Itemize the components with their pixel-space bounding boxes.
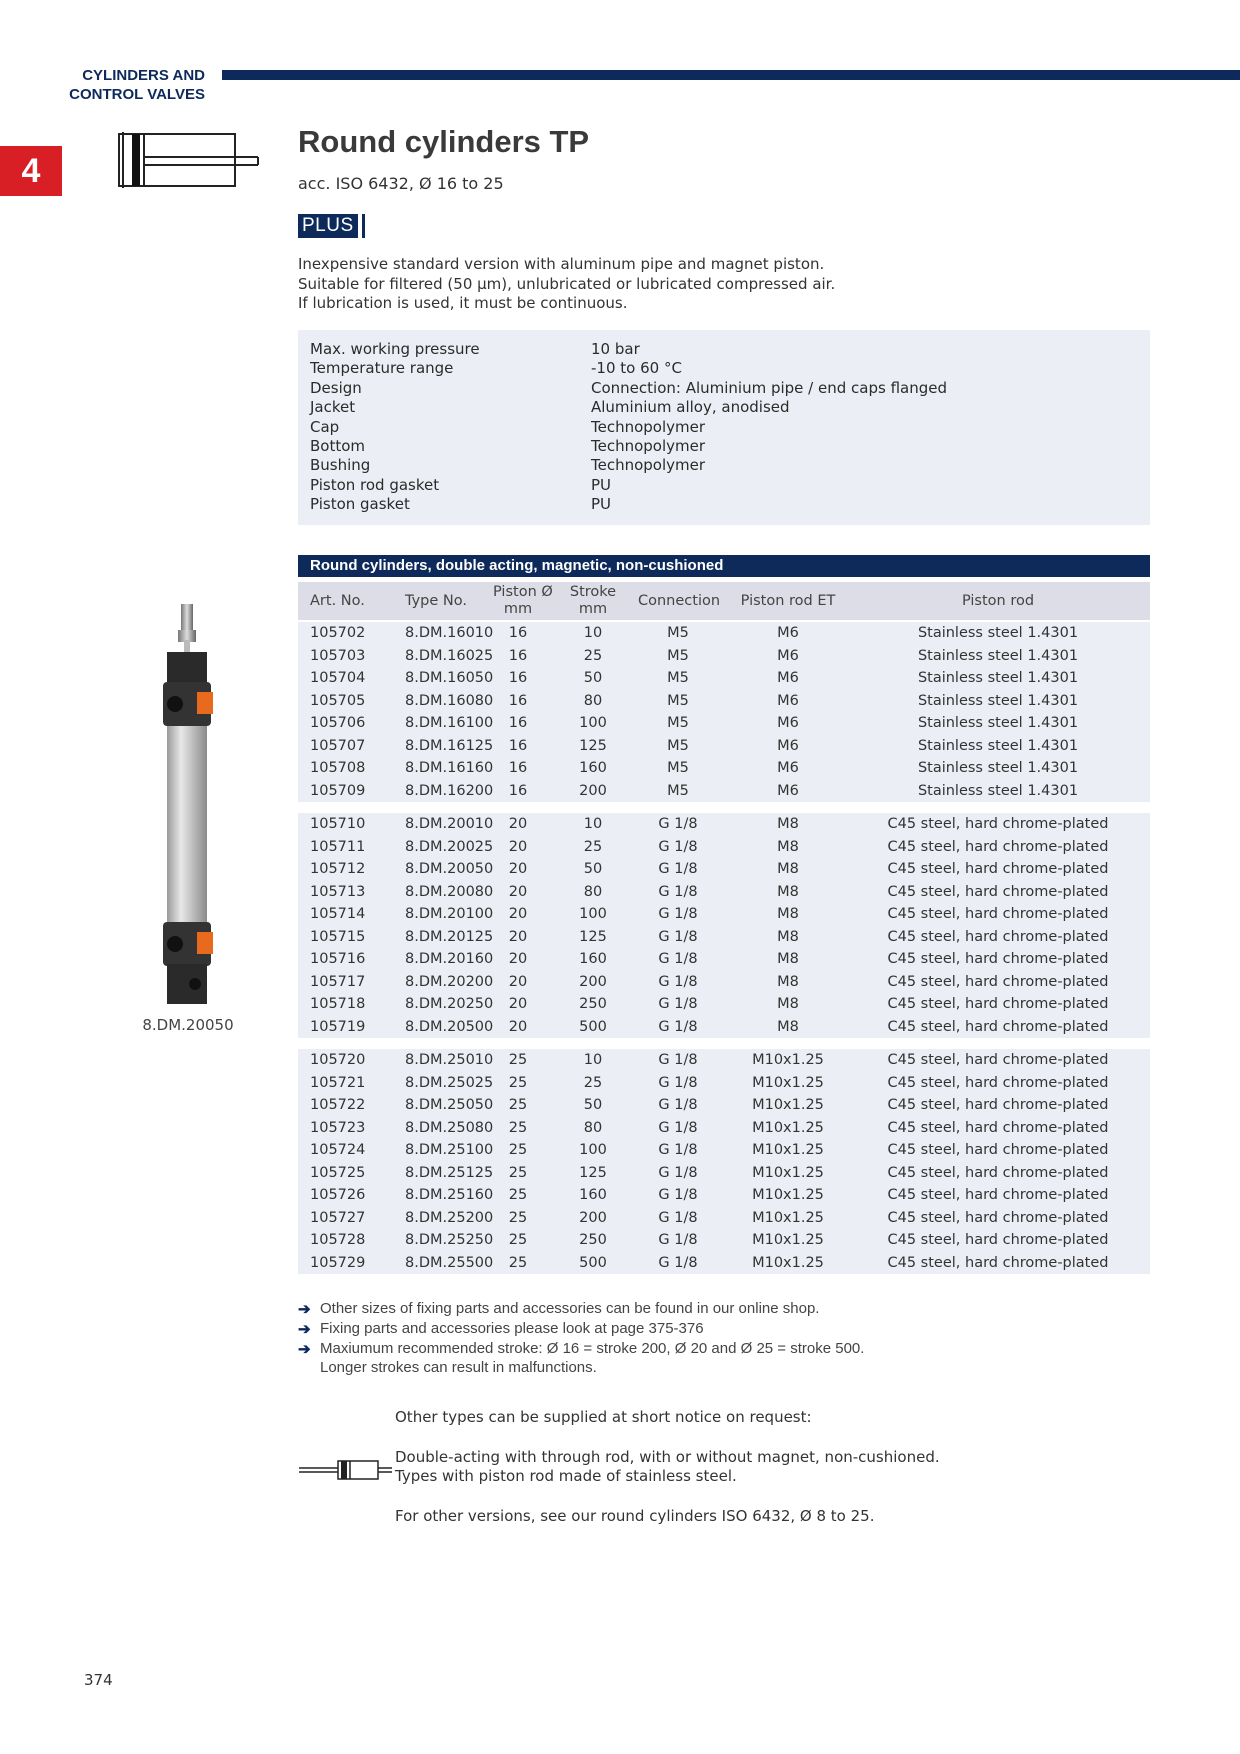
piston-rod-et-cell: M10x1.25 [752, 1052, 824, 1068]
art-no-cell: 105707 [310, 737, 366, 754]
piston-diameter-cell: 16 [508, 670, 528, 686]
piston-diameter-cell: 25 [508, 1164, 528, 1181]
through-rod-line-1: Double-acting with through rod, with or without magnet, non-cushioned. [395, 1448, 940, 1466]
table-row [298, 1072, 1150, 1095]
connection-cell: G 1/8 [658, 1074, 698, 1091]
art-no-cell: 105728 [310, 1232, 366, 1248]
spec-value: 10 bar [591, 340, 640, 358]
table-row [298, 881, 1150, 904]
connection-cell: M5 [667, 692, 689, 709]
type-no-cell: 8.DM.25160 [405, 1187, 494, 1203]
piston-diameter-cell: 16 [508, 715, 528, 731]
connection-cell: G 1/8 [658, 838, 698, 855]
table-row [298, 836, 1150, 859]
piston-rod-cell: C45 steel, hard chrome-plated [887, 1187, 1109, 1203]
through-rod-line-2: Types with piston rod made of stainless steel. [395, 1467, 737, 1485]
stroke-cell: 125 [579, 928, 607, 945]
piston-rod-cell: C45 steel, hard chrome-plated [887, 906, 1109, 922]
plus-badge-label: PLUS [298, 214, 358, 238]
spec-key: Design [310, 378, 362, 397]
piston-rod-et-cell: M8 [777, 861, 799, 877]
note-text: Longer strokes can result in malfunctions. [320, 1359, 597, 1376]
stroke-cell: 100 [579, 906, 607, 922]
art-no-cell: 105710 [310, 816, 366, 832]
spec-value: -10 to 60 °C [591, 359, 682, 378]
table-row [298, 712, 1150, 735]
piston-rod-et-cell: M6 [777, 760, 799, 776]
type-no-cell: 8.DM.25500 [405, 1254, 494, 1271]
category-line-1: CYLINDERS AND [82, 67, 205, 84]
table-row [298, 1049, 1150, 1072]
piston-rod-cell: C45 steel, hard chrome-plated [887, 1209, 1109, 1226]
table-row [298, 1184, 1150, 1207]
stroke-cell: 200 [579, 782, 607, 799]
art-no-cell: 105713 [310, 883, 366, 900]
table-row [298, 1162, 1150, 1185]
header-stroke-l2: mm [578, 601, 608, 617]
arrow-right-icon: ➔ [298, 1301, 311, 1318]
art-no-cell: 105720 [310, 1052, 366, 1068]
spec-value: PU [591, 495, 612, 514]
table-row [298, 813, 1150, 836]
table-row [298, 1139, 1150, 1162]
stroke-cell: 100 [579, 715, 607, 731]
header-type-no: Type No. [405, 593, 467, 609]
piston-rod-cell: C45 steel, hard chrome-plated [887, 996, 1109, 1012]
category-label [60, 66, 205, 104]
table-row [298, 948, 1150, 971]
piston-rod-cell: C45 steel, hard chrome-plated [887, 1097, 1109, 1113]
art-no-cell: 105711 [310, 838, 366, 855]
piston-rod-cell: C45 steel, hard chrome-plated [887, 861, 1109, 877]
connection-cell: G 1/8 [658, 1097, 698, 1113]
table-row [298, 971, 1150, 994]
art-no-cell: 105724 [310, 1142, 366, 1158]
page-subtitle: acc. ISO 6432, Ø 16 to 25 [298, 174, 504, 193]
connection-cell: G 1/8 [658, 996, 698, 1012]
piston-rod-et-cell: M6 [777, 737, 799, 754]
spec-key: Piston gasket [310, 495, 410, 514]
art-no-cell: 105717 [310, 973, 366, 990]
intro-line: Inexpensive standard version with aluminum pipe and magnet piston. [298, 255, 825, 273]
stroke-cell: 160 [579, 760, 607, 776]
piston-rod-et-cell: M10x1.25 [752, 1142, 824, 1158]
piston-rod-cell: C45 steel, hard chrome-plated [887, 1232, 1109, 1248]
piston-rod-et-cell: M8 [777, 883, 799, 900]
piston-rod-et-cell: M8 [777, 973, 799, 990]
piston-rod-cell: C45 steel, hard chrome-plated [887, 973, 1109, 990]
piston-rod-cell: Stainless steel 1.4301 [917, 692, 1079, 709]
stroke-cell: 10 [583, 625, 603, 641]
art-no-cell: 105715 [310, 928, 366, 945]
piston-diameter-cell: 25 [508, 1232, 528, 1248]
chapter-tab: 4 [0, 146, 62, 196]
piston-diameter-cell: 20 [508, 1018, 528, 1035]
piston-diameter-cell: 16 [508, 647, 528, 664]
header-bar [222, 70, 1240, 80]
plus-badge-mark [362, 214, 365, 238]
stroke-cell: 200 [579, 1209, 607, 1226]
stroke-cell: 80 [583, 692, 603, 709]
piston-rod-et-cell: M10x1.25 [752, 1074, 824, 1091]
table-row [298, 780, 1150, 803]
art-no-cell: 105714 [310, 906, 366, 922]
stroke-cell: 25 [583, 838, 603, 855]
art-no-cell: 105722 [310, 1097, 366, 1113]
connection-cell: M5 [667, 715, 689, 731]
piston-rod-et-cell: M8 [777, 838, 799, 855]
connection-cell: G 1/8 [658, 883, 698, 900]
piston-rod-et-cell: M8 [777, 1018, 799, 1035]
header-piston-l1: Piston Ø [493, 584, 553, 600]
table-row [298, 622, 1150, 645]
table-row [298, 667, 1150, 690]
art-no-cell: 105718 [310, 996, 366, 1012]
piston-rod-et-cell: M10x1.25 [752, 1209, 824, 1226]
table-title: Round cylinders, double acting, magnetic, non-cushioned [298, 555, 1150, 577]
art-no-cell: 105708 [310, 760, 366, 776]
stroke-cell: 10 [583, 816, 603, 832]
spec-key: Max. working pressure [310, 340, 480, 358]
stroke-cell: 100 [579, 1142, 607, 1158]
piston-diameter-cell: 25 [508, 1052, 528, 1068]
note-text: Fixing parts and accessories please look at page 375-376 [320, 1320, 704, 1337]
type-no-cell: 8.DM.20050 [405, 861, 494, 877]
category-line-2: CONTROL VALVES [69, 86, 205, 103]
stroke-cell: 500 [579, 1254, 607, 1271]
stroke-cell: 125 [579, 1164, 607, 1181]
table-row [298, 993, 1150, 1016]
piston-diameter-cell: 20 [508, 906, 528, 922]
connection-cell: G 1/8 [658, 1187, 698, 1203]
spec-key: Cap [310, 417, 340, 436]
other-versions-note: For other versions, see our round cylinders ISO 6432, Ø 8 to 25. [395, 1507, 875, 1525]
connection-cell: G 1/8 [658, 1018, 698, 1035]
connection-cell: G 1/8 [658, 1052, 698, 1068]
piston-rod-cell: C45 steel, hard chrome-plated [887, 951, 1109, 967]
table-row [298, 690, 1150, 713]
piston-diameter-cell: 25 [508, 1187, 528, 1203]
spec-value: Technopolymer [591, 456, 706, 475]
piston-rod-cell: C45 steel, hard chrome-plated [887, 883, 1109, 900]
connection-cell: G 1/8 [658, 816, 698, 832]
art-no-cell: 105719 [310, 1018, 366, 1035]
table-row [298, 1016, 1150, 1039]
table-header [298, 582, 1150, 620]
connection-cell: G 1/8 [658, 906, 698, 922]
spec-value: PU [591, 475, 612, 494]
stroke-cell: 160 [579, 1187, 607, 1203]
piston-rod-et-cell: M8 [777, 996, 799, 1012]
type-no-cell: 8.DM.20160 [405, 951, 494, 967]
piston-rod-cell: C45 steel, hard chrome-plated [887, 1074, 1109, 1091]
spec-value: Technopolymer [591, 417, 706, 436]
piston-diameter-cell: 25 [508, 1142, 528, 1158]
piston-rod-et-cell: M10x1.25 [752, 1187, 824, 1203]
header-piston-rod-et: Piston rod ET [740, 593, 836, 609]
art-no-cell: 105716 [310, 951, 366, 967]
piston-rod-cell: Stainless steel 1.4301 [917, 760, 1079, 776]
piston-rod-et-cell: M6 [777, 647, 799, 664]
piston-rod-cell: C45 steel, hard chrome-plated [887, 928, 1109, 945]
piston-rod-et-cell: M8 [777, 816, 799, 832]
table-row [298, 1252, 1150, 1275]
connection-cell: G 1/8 [658, 1254, 698, 1271]
table-row [298, 1117, 1150, 1140]
piston-rod-et-cell: M6 [777, 670, 799, 686]
type-no-cell: 8.DM.20025 [405, 838, 494, 855]
connection-cell: G 1/8 [658, 1209, 698, 1226]
art-no-cell: 105702 [310, 625, 366, 641]
header-art-no: Art. No. [310, 593, 365, 609]
type-no-cell: 8.DM.25125 [405, 1164, 494, 1181]
header-piston-l2: mm [503, 601, 533, 617]
art-no-cell: 105721 [310, 1074, 366, 1091]
type-no-cell: 8.DM.25100 [405, 1142, 494, 1158]
piston-diameter-cell: 20 [508, 816, 528, 832]
piston-rod-et-cell: M8 [777, 928, 799, 945]
connection-cell: G 1/8 [658, 861, 698, 877]
pneumatic-cylinder-photo-icon [147, 600, 227, 1012]
piston-diameter-cell: 25 [508, 1209, 528, 1226]
spec-key: Bottom [310, 437, 366, 455]
piston-rod-et-cell: M8 [777, 951, 799, 967]
connection-cell: G 1/8 [658, 1142, 698, 1158]
stroke-cell: 160 [579, 951, 607, 967]
page-title: Round cylinders TP [298, 124, 590, 159]
piston-diameter-cell: 25 [508, 1254, 528, 1271]
spec-value: Technopolymer [591, 437, 706, 455]
type-no-cell: 8.DM.25050 [405, 1097, 494, 1113]
stroke-cell: 50 [583, 861, 603, 877]
stroke-cell: 200 [579, 973, 607, 990]
piston-diameter-cell: 16 [508, 625, 528, 641]
stroke-cell: 25 [583, 647, 603, 664]
table-row [298, 1207, 1150, 1230]
stroke-cell: 250 [579, 996, 607, 1012]
spec-key: Bushing [310, 456, 371, 475]
table-row [298, 926, 1150, 949]
piston-rod-cell: C45 steel, hard chrome-plated [887, 1018, 1109, 1035]
art-no-cell: 105712 [310, 861, 366, 877]
header-stroke-l1: Stroke [569, 584, 617, 600]
type-no-cell: 8.DM.20010 [405, 816, 494, 832]
type-no-cell: 8.DM.16125 [405, 737, 494, 754]
connection-cell: M5 [667, 625, 689, 641]
type-no-cell: 8.DM.16050 [405, 670, 494, 686]
connection-cell: M5 [667, 647, 689, 664]
table-row [298, 757, 1150, 780]
connection-cell: M5 [667, 737, 689, 754]
table-row [298, 1229, 1150, 1252]
piston-rod-cell: C45 steel, hard chrome-plated [887, 838, 1109, 855]
type-no-cell: 8.DM.25010 [405, 1052, 494, 1068]
spec-key: Temperature range [310, 359, 454, 378]
piston-rod-cell: C45 steel, hard chrome-plated [887, 1164, 1109, 1181]
piston-rod-cell: C45 steel, hard chrome-plated [887, 1052, 1109, 1068]
piston-rod-et-cell: M10x1.25 [752, 1164, 824, 1181]
piston-rod-cell: C45 steel, hard chrome-plated [887, 1142, 1109, 1158]
note-text: Other sizes of fixing parts and accessories can be found in our online shop. [320, 1300, 820, 1317]
piston-rod-et-cell: M10x1.25 [752, 1119, 824, 1136]
piston-rod-et-cell: M6 [777, 692, 799, 709]
connection-cell: G 1/8 [658, 951, 698, 967]
plus-badge [298, 214, 365, 238]
spec-box [298, 330, 1150, 525]
piston-diameter-cell: 16 [508, 782, 528, 799]
piston-diameter-cell: 16 [508, 760, 528, 776]
type-no-cell: 8.DM.20125 [405, 928, 494, 945]
arrow-right-icon: ➔ [298, 1341, 311, 1358]
piston-diameter-cell: 16 [508, 737, 528, 754]
stroke-cell: 25 [583, 1074, 603, 1091]
header-piston-diameter [493, 584, 553, 618]
piston-rod-cell: C45 steel, hard chrome-plated [887, 816, 1109, 832]
table-row [298, 735, 1150, 758]
art-no-cell: 105709 [310, 782, 366, 799]
piston-rod-et-cell: M6 [777, 625, 799, 641]
connection-cell: M5 [667, 670, 689, 686]
intro-text [298, 255, 835, 314]
piston-rod-cell: Stainless steel 1.4301 [917, 625, 1079, 641]
stroke-cell: 50 [583, 1097, 603, 1113]
art-no-cell: 105704 [310, 670, 366, 686]
other-types-heading: Other types can be supplied at short notice on request: [395, 1408, 812, 1426]
piston-diameter-cell: 25 [508, 1097, 528, 1113]
type-no-cell: 8.DM.25080 [405, 1119, 494, 1136]
art-no-cell: 105705 [310, 692, 366, 709]
type-no-cell: 8.DM.16080 [405, 692, 494, 709]
art-no-cell: 105729 [310, 1254, 366, 1271]
intro-line: Suitable for filtered (50 µm), unlubricated or lubricated compressed air. [298, 274, 836, 293]
piston-diameter-cell: 20 [508, 861, 528, 877]
piston-rod-et-cell: M10x1.25 [752, 1232, 824, 1248]
type-no-cell: 8.DM.20500 [405, 1018, 494, 1035]
spec-value: Aluminium alloy, anodised [591, 398, 790, 417]
piston-rod-et-cell: M10x1.25 [752, 1097, 824, 1113]
art-no-cell: 105726 [310, 1187, 366, 1203]
piston-rod-cell: Stainless steel 1.4301 [917, 670, 1079, 686]
arrow-right-icon: ➔ [298, 1321, 311, 1338]
art-no-cell: 105727 [310, 1209, 366, 1226]
piston-rod-cell: Stainless steel 1.4301 [917, 737, 1079, 754]
piston-diameter-cell: 20 [508, 996, 528, 1012]
spec-value: Connection: Aluminium pipe / end caps flanged [591, 378, 947, 397]
piston-rod-et-cell: M6 [777, 715, 799, 731]
piston-diameter-cell: 20 [508, 928, 528, 945]
stroke-cell: 50 [583, 670, 603, 686]
type-no-cell: 8.DM.16010 [405, 625, 494, 641]
through-rod-cylinder-icon [298, 1458, 393, 1482]
type-no-cell: 8.DM.25250 [405, 1232, 494, 1248]
piston-diameter-cell: 20 [508, 838, 528, 855]
cylinder-symbol-icon [118, 130, 260, 190]
header-connection: Connection [638, 593, 721, 609]
intro-line: If lubrication is used, it must be continuous. [298, 294, 628, 312]
type-no-cell: 8.DM.16025 [405, 647, 494, 664]
piston-diameter-cell: 20 [508, 883, 528, 900]
connection-cell: G 1/8 [658, 1164, 698, 1181]
type-no-cell: 8.DM.16200 [405, 782, 494, 799]
table-row [298, 1094, 1150, 1117]
header-stroke [568, 584, 618, 618]
type-no-cell: 8.DM.25025 [405, 1074, 494, 1091]
art-no-cell: 105706 [310, 715, 366, 731]
piston-rod-et-cell: M10x1.25 [752, 1254, 824, 1271]
piston-diameter-cell: 25 [508, 1119, 528, 1136]
type-no-cell: 8.DM.20080 [405, 883, 494, 900]
piston-rod-cell: Stainless steel 1.4301 [917, 782, 1079, 799]
note-text: Maxiumum recommended stroke: Ø 16 = stroke 200, Ø 20 and Ø 25 = stroke 500. [320, 1340, 865, 1357]
connection-cell: M5 [667, 782, 689, 799]
stroke-cell: 80 [583, 883, 603, 900]
art-no-cell: 105725 [310, 1164, 366, 1181]
connection-cell: G 1/8 [658, 973, 698, 990]
piston-rod-cell: Stainless steel 1.4301 [917, 647, 1079, 664]
art-no-cell: 105703 [310, 647, 366, 664]
table-row [298, 858, 1150, 881]
type-no-cell: 8.DM.25200 [405, 1209, 494, 1226]
table-row [298, 645, 1150, 668]
header-piston-rod: Piston rod [961, 593, 1035, 609]
type-no-cell: 8.DM.16160 [405, 760, 494, 776]
stroke-cell: 125 [579, 737, 607, 754]
connection-cell: G 1/8 [658, 1119, 698, 1136]
piston-rod-cell: Stainless steel 1.4301 [917, 715, 1079, 731]
table-row [298, 903, 1150, 926]
piston-diameter-cell: 25 [508, 1074, 528, 1091]
spec-key: Piston rod gasket [310, 475, 440, 494]
piston-diameter-cell: 16 [508, 692, 528, 709]
stroke-cell: 250 [579, 1232, 607, 1248]
piston-rod-et-cell: M8 [777, 906, 799, 922]
type-no-cell: 8.DM.20200 [405, 973, 494, 990]
piston-diameter-cell: 20 [508, 951, 528, 967]
type-no-cell: 8.DM.20250 [405, 996, 494, 1012]
type-no-cell: 8.DM.16100 [405, 715, 494, 731]
spec-key: Jacket [310, 398, 356, 417]
page-number: 374 [84, 1671, 113, 1689]
stroke-cell: 10 [583, 1052, 603, 1068]
connection-cell: M5 [667, 760, 689, 776]
piston-rod-cell: C45 steel, hard chrome-plated [887, 1119, 1109, 1136]
piston-rod-et-cell: M6 [777, 782, 799, 799]
stroke-cell: 80 [583, 1119, 603, 1136]
image-caption: 8.DM.20050 [142, 1016, 234, 1034]
connection-cell: G 1/8 [658, 1232, 698, 1248]
piston-rod-cell: C45 steel, hard chrome-plated [887, 1254, 1109, 1271]
piston-diameter-cell: 20 [508, 973, 528, 990]
stroke-cell: 500 [579, 1018, 607, 1035]
type-no-cell: 8.DM.20100 [405, 906, 494, 922]
connection-cell: G 1/8 [658, 928, 698, 945]
art-no-cell: 105723 [310, 1119, 366, 1136]
